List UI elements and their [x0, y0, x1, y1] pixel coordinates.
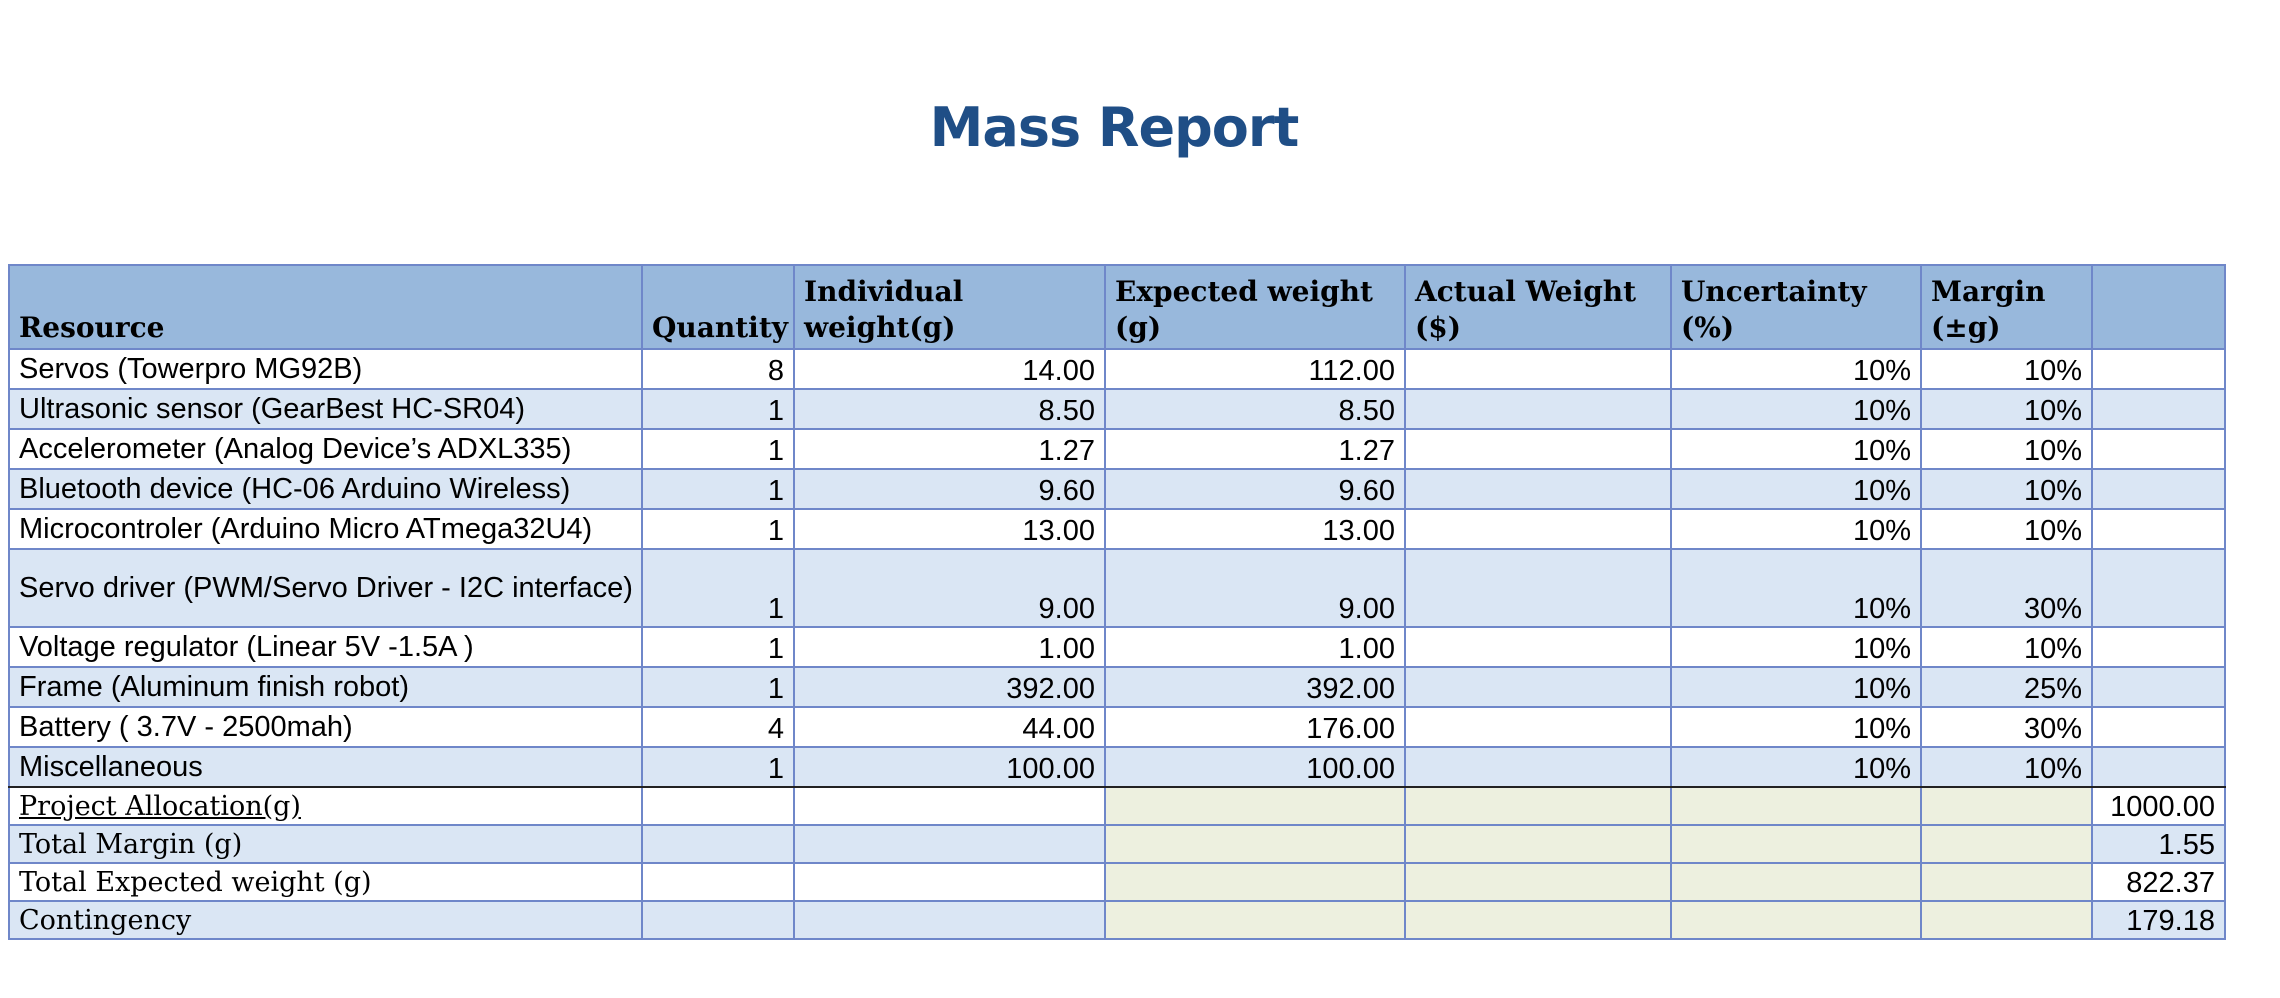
cell-margin: 25%: [1921, 667, 2092, 707]
cell-empty: [2092, 667, 2225, 707]
cell-quantity: 1: [642, 549, 794, 627]
table-row: [9, 469, 2225, 509]
summary-body: [9, 787, 2225, 939]
cell-resource: Accelerometer (Analog Device’s ADXL335): [9, 429, 642, 469]
summary-label: Contingency: [9, 901, 642, 939]
summary-empty-cell: [1921, 787, 2092, 825]
header-quantity: Quantity: [642, 265, 794, 349]
cell-individual-weight: 100.00: [794, 747, 1105, 787]
cell-margin: 10%: [1921, 627, 2092, 667]
cell-quantity: 8: [642, 349, 794, 389]
cell-individual-weight: 9.00: [794, 549, 1105, 627]
cell-expected-weight: 176.00: [1105, 707, 1405, 747]
cell-resource: Ultrasonic sensor (GearBest HC-SR04): [9, 389, 642, 429]
cell-uncertainty: 10%: [1671, 509, 1921, 549]
cell-resource: Voltage regulator (Linear 5V -1.5A ): [9, 627, 642, 667]
summary-empty-cell: [642, 901, 794, 939]
table-row: [9, 389, 2225, 429]
table-row: [9, 549, 2225, 627]
cell-actual-weight: [1405, 627, 1671, 667]
summary-row: [9, 787, 2225, 825]
cell-quantity: 1: [642, 429, 794, 469]
cell-margin: 10%: [1921, 349, 2092, 389]
cell-margin: 30%: [1921, 707, 2092, 747]
cell-individual-weight: 13.00: [794, 509, 1105, 549]
table-row: [9, 627, 2225, 667]
header-individual-weight: Individual weight(g): [794, 265, 1105, 349]
summary-empty-cell: [642, 863, 794, 901]
cell-actual-weight: [1405, 667, 1671, 707]
table-row: [9, 667, 2225, 707]
cell-empty: [2092, 747, 2225, 787]
summary-empty-cell: [794, 901, 1105, 939]
cell-uncertainty: 10%: [1671, 469, 1921, 509]
cell-quantity: 1: [642, 627, 794, 667]
header-resource: Resource: [9, 265, 642, 349]
summary-empty-cell: [1105, 825, 1405, 863]
table-row: [9, 747, 2225, 787]
cell-empty: [2092, 627, 2225, 667]
cell-expected-weight: 13.00: [1105, 509, 1405, 549]
summary-empty-cell: [1671, 901, 1921, 939]
cell-margin: 10%: [1921, 509, 2092, 549]
summary-empty-cell: [794, 863, 1105, 901]
header-row: [9, 265, 2225, 349]
summary-empty-cell: [1105, 901, 1405, 939]
cell-expected-weight: 1.27: [1105, 429, 1405, 469]
cell-expected-weight: 1.00: [1105, 627, 1405, 667]
summary-row: [9, 825, 2225, 863]
header-uncertainty: Uncertainty (%): [1671, 265, 1921, 349]
cell-uncertainty: 10%: [1671, 627, 1921, 667]
cell-actual-weight: [1405, 349, 1671, 389]
summary-empty-cell: [1671, 825, 1921, 863]
cell-actual-weight: [1405, 707, 1671, 747]
items-body: [9, 349, 2225, 787]
cell-empty: [2092, 509, 2225, 549]
cell-actual-weight: [1405, 549, 1671, 627]
project-allocation-link[interactable]: Project Allocation(g): [9, 787, 642, 825]
cell-margin: 10%: [1921, 389, 2092, 429]
cell-individual-weight: 1.27: [794, 429, 1105, 469]
cell-resource: Microcontroler (Arduino Micro ATmega32U4): [9, 509, 642, 549]
cell-individual-weight: 9.60: [794, 469, 1105, 509]
cell-margin: 10%: [1921, 429, 2092, 469]
table-row: [9, 707, 2225, 747]
summary-value: 1.55: [2092, 825, 2225, 863]
cell-individual-weight: 8.50: [794, 389, 1105, 429]
cell-quantity: 1: [642, 509, 794, 549]
summary-empty-cell: [642, 825, 794, 863]
cell-uncertainty: 10%: [1671, 429, 1921, 469]
cell-actual-weight: [1405, 429, 1671, 469]
summary-value: 822.37: [2092, 863, 2225, 901]
table-row: [9, 349, 2225, 389]
summary-empty-cell: [1405, 825, 1671, 863]
cell-empty: [2092, 707, 2225, 747]
header-expected-weight: Expected weight (g): [1105, 265, 1405, 349]
summary-empty-cell: [1405, 901, 1671, 939]
cell-empty: [2092, 549, 2225, 627]
cell-uncertainty: 10%: [1671, 389, 1921, 429]
cell-expected-weight: 9.00: [1105, 549, 1405, 627]
cell-individual-weight: 14.00: [794, 349, 1105, 389]
cell-resource: Servo driver (PWM/Servo Driver - I2C interface): [9, 549, 642, 627]
summary-empty-cell: [1671, 863, 1921, 901]
cell-uncertainty: 10%: [1671, 349, 1921, 389]
summary-empty-cell: [1921, 863, 2092, 901]
cell-quantity: 1: [642, 747, 794, 787]
cell-empty: [2092, 429, 2225, 469]
cell-margin: 10%: [1921, 469, 2092, 509]
cell-expected-weight: 8.50: [1105, 389, 1405, 429]
cell-expected-weight: 112.00: [1105, 349, 1405, 389]
summary-value: 179.18: [2092, 901, 2225, 939]
cell-margin: 10%: [1921, 747, 2092, 787]
summary-row: [9, 901, 2225, 939]
cell-individual-weight: 392.00: [794, 667, 1105, 707]
cell-uncertainty: 10%: [1671, 667, 1921, 707]
cell-uncertainty: 10%: [1671, 549, 1921, 627]
header-extra: [2092, 265, 2225, 349]
summary-empty-cell: [1105, 787, 1405, 825]
header-actual-weight: Actual Weight ($): [1405, 265, 1671, 349]
summary-empty-cell: [794, 825, 1105, 863]
cell-resource: Servos (Towerpro MG92B): [9, 349, 642, 389]
summary-empty-cell: [1921, 901, 2092, 939]
cell-uncertainty: 10%: [1671, 747, 1921, 787]
summary-empty-cell: [1105, 863, 1405, 901]
cell-margin: 30%: [1921, 549, 2092, 627]
cell-individual-weight: 44.00: [794, 707, 1105, 747]
cell-resource: Bluetooth device (HC-06 Arduino Wireless): [9, 469, 642, 509]
mass-report-table: [8, 264, 2226, 940]
cell-expected-weight: 100.00: [1105, 747, 1405, 787]
summary-empty-cell: [794, 787, 1105, 825]
cell-resource: Battery ( 3.7V - 2500mah): [9, 707, 642, 747]
summary-empty-cell: [1405, 787, 1671, 825]
header-margin: Margin (±g): [1921, 265, 2092, 349]
page-title: Mass Report: [929, 96, 1299, 159]
cell-empty: [2092, 349, 2225, 389]
cell-quantity: 4: [642, 707, 794, 747]
summary-empty-cell: [642, 787, 794, 825]
cell-empty: [2092, 469, 2225, 509]
cell-resource: Frame (Aluminum finish robot): [9, 667, 642, 707]
cell-individual-weight: 1.00: [794, 627, 1105, 667]
table-row: [9, 429, 2225, 469]
cell-quantity: 1: [642, 667, 794, 707]
cell-quantity: 1: [642, 389, 794, 429]
cell-expected-weight: 392.00: [1105, 667, 1405, 707]
summary-empty-cell: [1921, 825, 2092, 863]
cell-quantity: 1: [642, 469, 794, 509]
summary-row: [9, 863, 2225, 901]
cell-expected-weight: 9.60: [1105, 469, 1405, 509]
cell-resource: Miscellaneous: [9, 747, 642, 787]
cell-actual-weight: [1405, 509, 1671, 549]
cell-actual-weight: [1405, 389, 1671, 429]
summary-value: 1000.00: [2092, 787, 2225, 825]
cell-uncertainty: 10%: [1671, 707, 1921, 747]
summary-label: Total Expected weight (g): [9, 863, 642, 901]
cell-actual-weight: [1405, 469, 1671, 509]
summary-empty-cell: [1671, 787, 1921, 825]
cell-empty: [2092, 389, 2225, 429]
summary-label: Total Margin (g): [9, 825, 642, 863]
summary-empty-cell: [1405, 863, 1671, 901]
table-row: [9, 509, 2225, 549]
cell-actual-weight: [1405, 747, 1671, 787]
